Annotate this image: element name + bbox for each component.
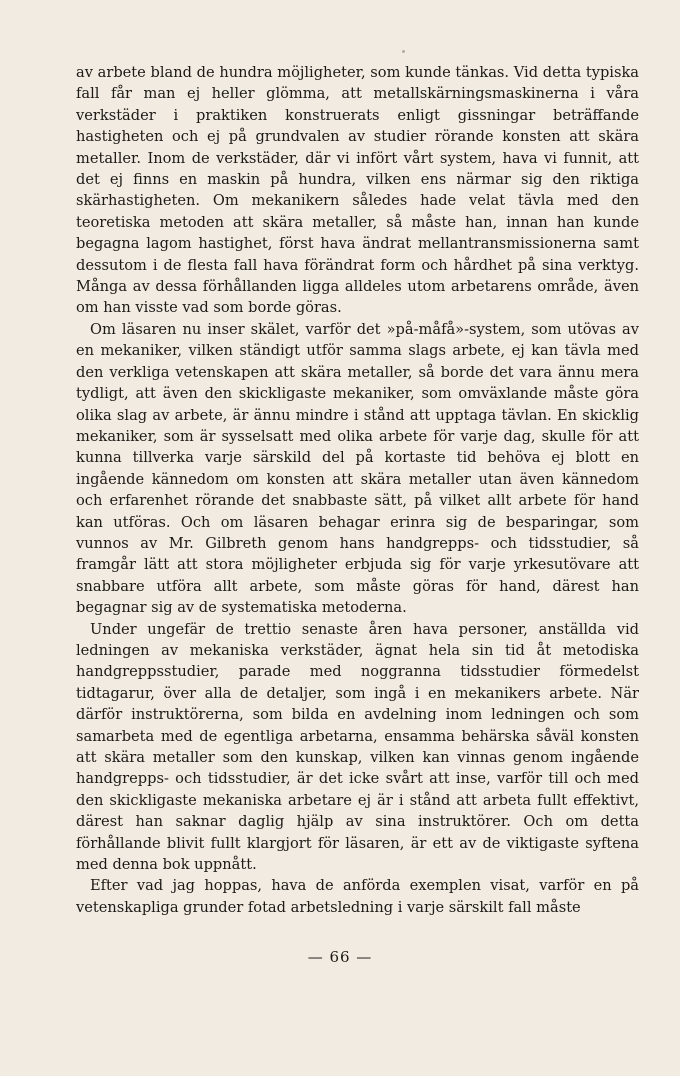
scan-speck <box>402 50 405 53</box>
paragraph-1: av arbete bland de hundra möjligheter, som kunde tänkas. Vid detta typiska fall får man ej heller glömma, att metallskärningsmaskinerna i våra verkstäder i praktiken konstruerats enligt gissningar beträffande hastigheten och ej på grundvalen av studier rörande konsten att skära metaller. Inom de verkstäder, där vi infört vårt system, hava vi funnit, att det ej finns en maskin på hundra, vilken ens närmar sig den riktiga skärhastigheten. Om mekanikern således hade velat tävla med den teoretiska metoden att skära metaller, så måste han, innan han kunde begagna lagom hastighet, först hava ändrat mellantransmissionerna samt dessutom i de flesta fall hava förändrat form och hårdhet på sina verktyg. Många av dessa förhållanden ligga alldeles utom arbetarens område, även om han visste vad som borde göras. <box>76 64 639 317</box>
paragraph-3: Under ungefär de trettio senaste åren hava personer, anställda vid ledningen av mekaniska verkstäder, ägnat hela sin tid åt metodiska handgreppsstudier, parade med noggranna tidsstudier förmedelst tidtagarur, över alla de detaljer, som ingå i en mekanikers arbete. När därför instruktörerna, som bilda en avdelning inom ledningen och som samarbeta med de egentliga arbetarna, ensamma behärska såväl konsten att skära metaller som den kunskap, vilken kan vinnas genom ingående handgrepps- och tidsstudier, är det icke svårt att inse, varför till och med den skickligaste mekaniska arbetare ej är i stånd att arbeta fullt effektivt, därest han saknar daglig hjälp av sina instruktörer. Och om detta förhållande blivit fullt klargjort för läsaren, är ett av de viktigaste syftena med denna bok uppnått. <box>76 620 639 874</box>
paragraph-2: Om läsaren nu inser skälet, varför det »på-måfå»-system, som utövas av en mekaniker, vilken ständigt utför samma slags arbete, ej kan tävla med den verkliga vetenskapen att skära metaller, så borde det vara ännu mera tydligt, att även den skickligaste mekaniker, som omväxlande måste göra olika slag av arbete, är ännu mindre i stånd att upptaga tävlan. En skicklig mekaniker, som är sysselsatt med olika arbete för varje dag, skulle för att kunna tillverka varje särskild del på kortaste tid behöva ej blott en ingående kännedom om konsten att skära metaller utan även kännedom och erfarenhet rörande det snabbaste sätt, på vilket allt arbete för hand kan utföras. Och om läsaren behagar erinra sig de besparingar, som vunnos av Mr. Gilbreth genom hans handgrepps- och tidsstudier, så framgår lätt att stora möjligheter erbjuda sig för varje yrkesutövare att snabbare utföra allt arbete, som måste göras för hand, därest han begagnar sig av de systematiska metoderna. <box>76 320 639 617</box>
body-text <box>76 62 639 918</box>
page-number: — 66 — <box>307 948 373 966</box>
paragraph-4: Efter vad jag hoppas, hava de anförda exemplen visat, varför en på vetenskapliga grunder fotad arbetsledning i varje särskilt fall måste <box>76 877 639 916</box>
